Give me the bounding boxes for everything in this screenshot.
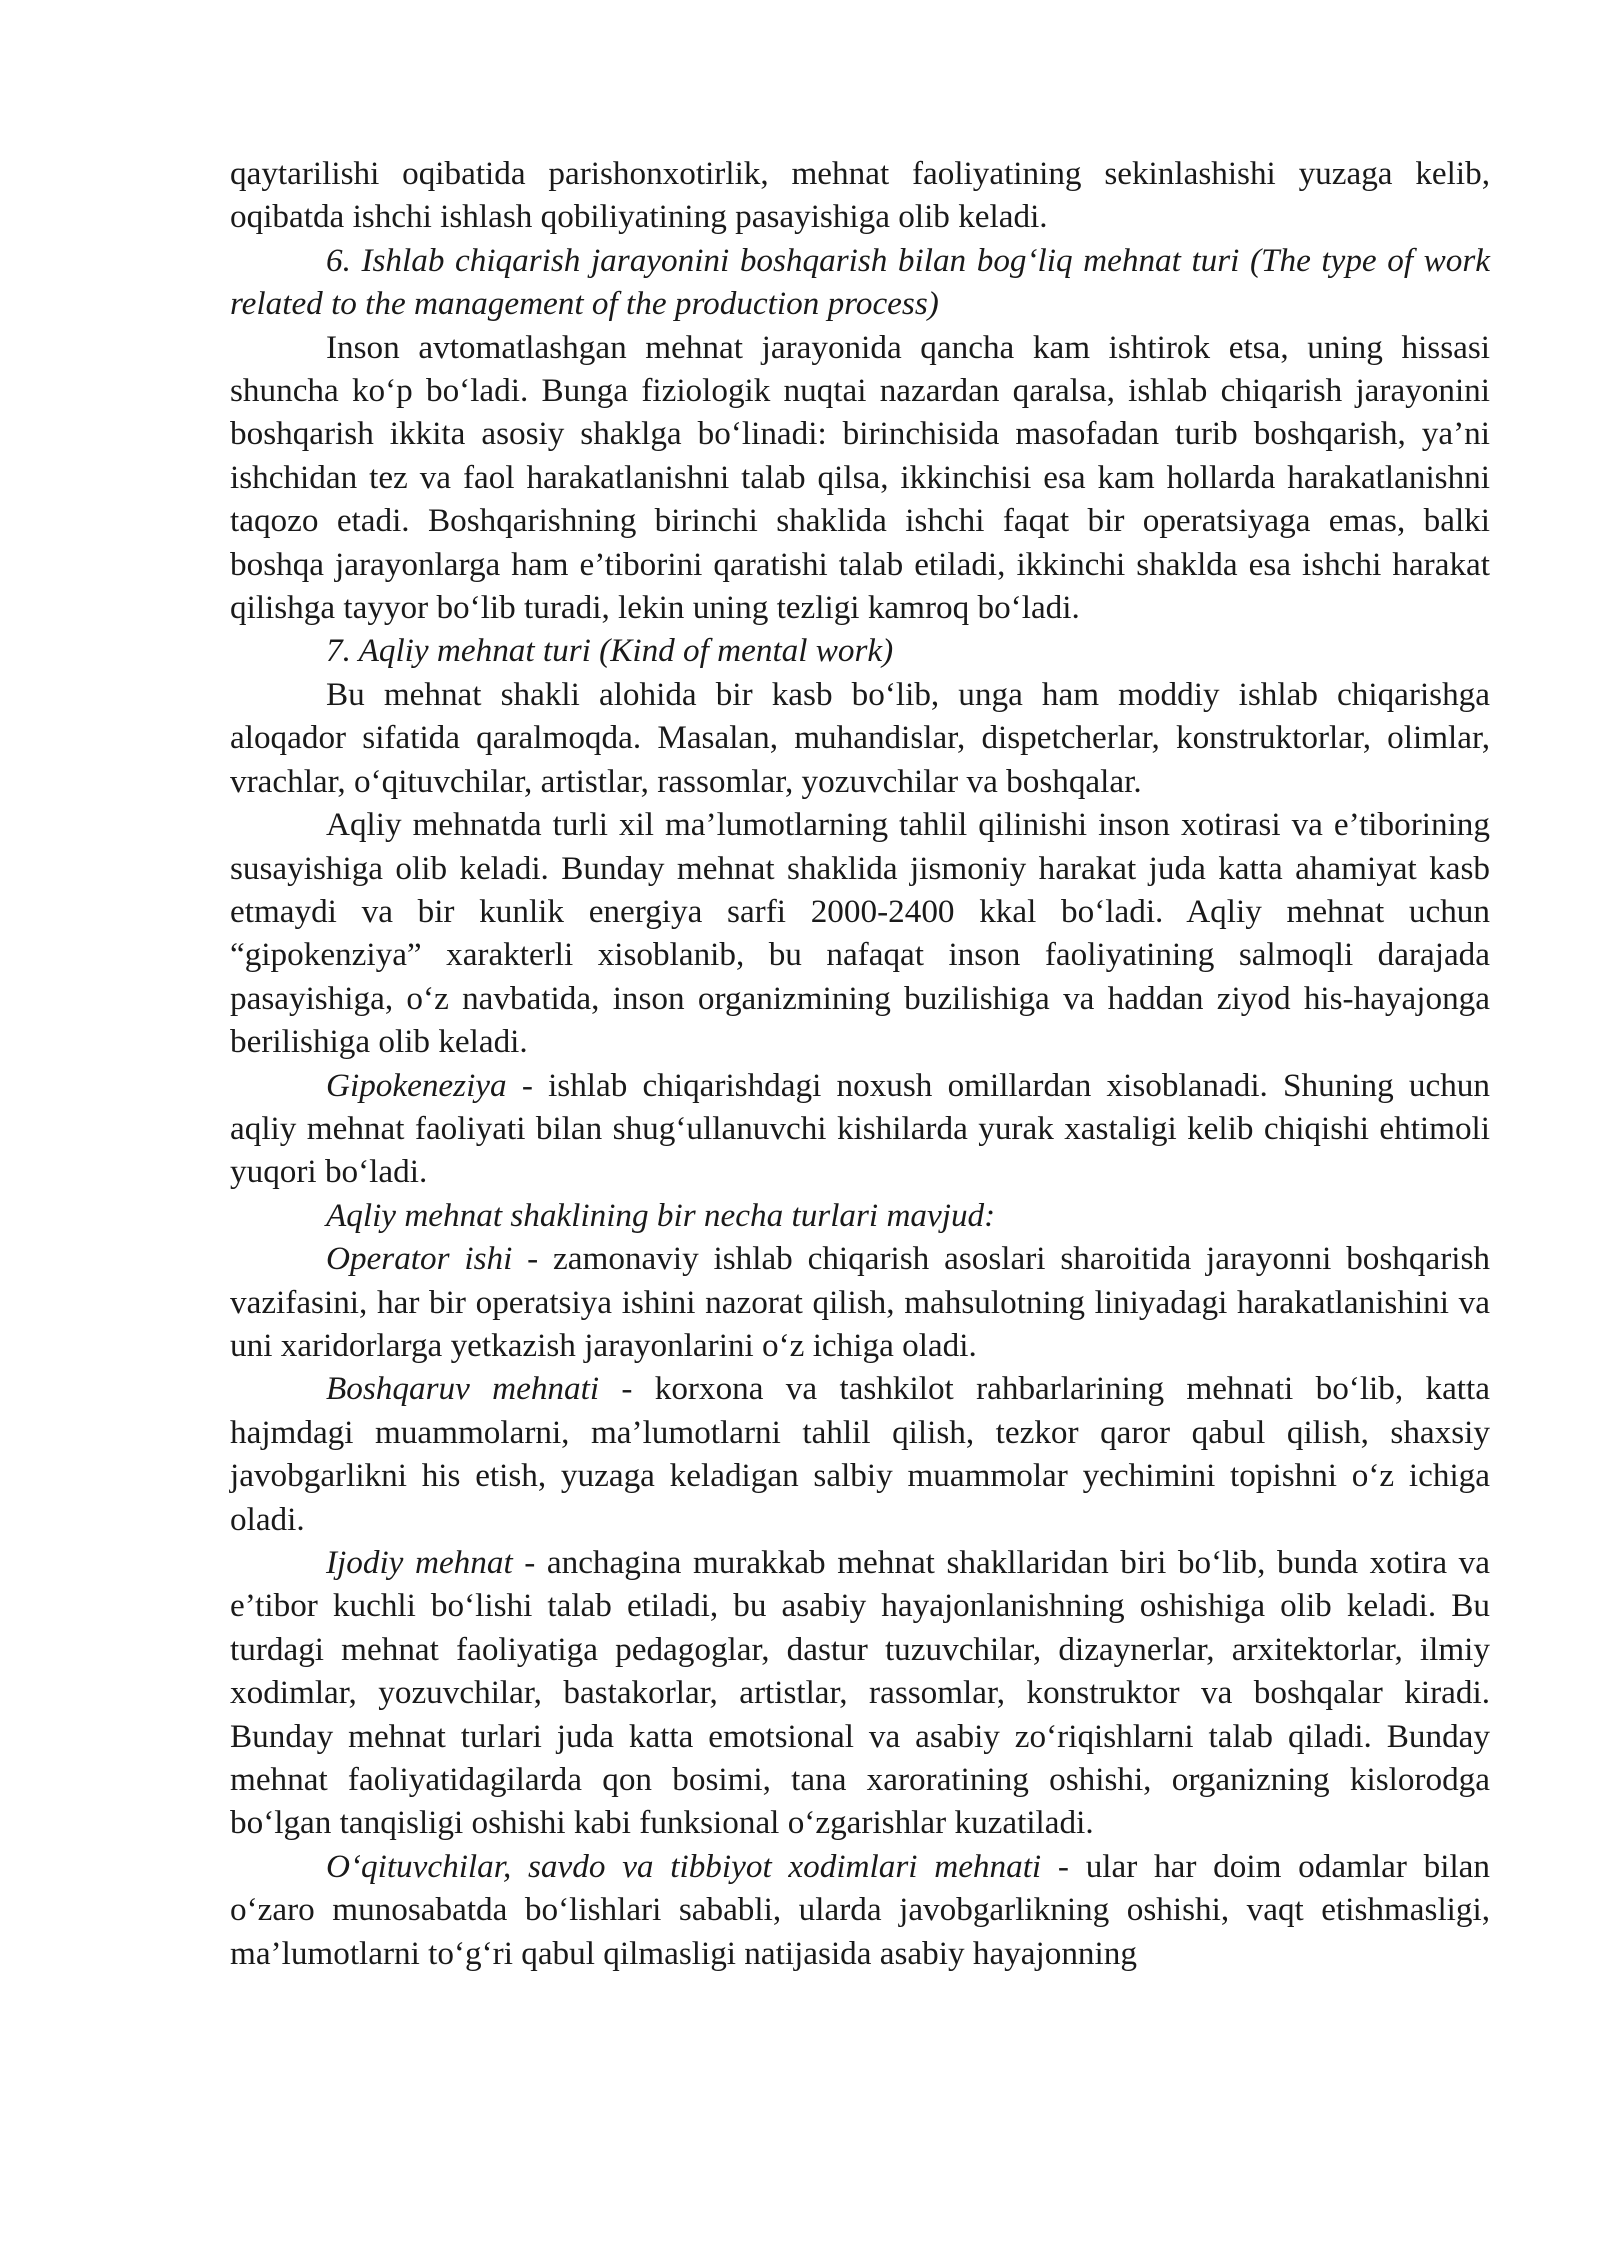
term-teachers-work: O‘qituvchilar, savdo va tibbiyot xodimlari mehnati [326, 1847, 1042, 1885]
paragraph-mental-work-effects: Aqliy mehnatda turli xil ma’lumotlarning tahlil qilinishi inson xotirasi va e’tiborining susayishiga olib keladi. Bunday mehnat shaklida jismoniy harakat juda katta ahamiyat kasb etmaydi va bir kunlik energiya sarfi 2000-2400 kkal bo‘ladi. Aqliy mehnat uchun “gipokenziya” xarakterli xisoblanib, bu nafaqat inson faoliyatining salmoqli darajada pasayishiga, o‘z navbatida, inson organizmining buzilishiga va haddan ziyod his-hayajonga berilishiga olib keladi. [230, 806, 1490, 1061]
term-gipokeneziya: Gipokeneziya [326, 1066, 507, 1104]
paragraph-teachers-work [230, 1845, 1490, 1975]
paragraph-creative-work [230, 1541, 1490, 1845]
paragraph-continuation: qaytarilishi oqibatida parishonxotirlik, mehnat faoliyatining sekinlashishi yuzaga kelib, oqibatda ishchi ishlash qobiliyatining pasayishiga olib keladi. [230, 155, 1490, 236]
term-operator-work: Operator ishi [326, 1240, 513, 1278]
paragraph-operator-work [230, 1237, 1490, 1367]
section-heading-6: 6. Ishlab chiqarish jarayonini boshqarish bilan bog‘liq mehnat turi (The type of work related to the management of the production process) [230, 241, 1490, 323]
definition-management-work: - korxona va tashkilot rahbarlarining mehnati bo‘lib, katta hajmdagi muammolarni, ma’lumotlarni tahlil qilish, tezkor qaror qabul qilish, shaxsiy javobgarlikni his etish, yuzaga keladigan salbiy muammolar yechimini topishni o‘z ichiga oladi. [230, 1370, 1490, 1538]
paragraph-management-work [230, 1367, 1490, 1541]
document-page [230, 152, 1490, 1975]
term-management-work: Boshqaruv mehnati [326, 1370, 600, 1408]
paragraph-mental-work-intro: Bu mehnat shakli alohida bir kasb bo‘lib, unga ham moddiy ishlab chiqarishga aloqador sifatida qaralmoqda. Masalan, muhandislar, dispetcherlar, konstruktorlar, olimlar, vrachlar, o‘qituvchilar, artistlar, rassomlar, yozuvchilar va boshqalar. [230, 675, 1490, 800]
definition-operator-work: - zamonaviy ishlab chiqarish asoslari sharoitida jarayonni boshqarish vazifasini, har bir operatsiya ishini nazorat qilish, mahsulotning liniyadagi harakatlanishini va uni xaridorlarga yetkazish jarayonlarini o‘z ichiga oladi. [230, 1240, 1490, 1364]
definition-teachers-work: - ular har doim odamlar bilan o‘zaro munosabatda bo‘lishlari sababli, ularda javobgarlikning oshishi, vaqt etishmasligi, ma’lumotlarni to‘g‘ri qabul qilmasligi natijasida asabiy hayajonning [230, 1847, 1491, 1972]
definition-creative-work: - anchagina murakkab mehnat shakllaridan biri bo‘lib, bunda xotira va e’tibor kuchli bo‘lishi talab etiladi, bu asabiy hayajonlanishning oshishiga olib keladi. Bu turdagi mehnat faoliyatiga pedagoglar, dastur tuzuvchilar, dizaynerlar, arxitektorlar, ilmiy xodimlar, yozuvchilar, bastakorlar, artistlar, rassomlar, konstruktor va boshqalar kiradi. Bunday mehnat turlari juda katta emotsional va asabiy zo‘riqishlarni talab qiladi. Bunday mehnat faoliyatidagilarda qon bosimi, tana xaroratining oshishi, organizning kislorodga bo‘lgan tanqisligi oshishi kabi funksional o‘zgarishlar kuzatiladi. [230, 1544, 1490, 1842]
paragraph-gipokeneziya [230, 1064, 1490, 1194]
definition-gipokeneziya: - ishlab chiqarishdagi noxush omillardan xisoblanadi. Shuning uchun aqliy mehnat faoliyati bilan shug‘ullanuvchi kishilarda yurak xastaligi kelib chiqishi ehtimoli yuqori bo‘ladi. [230, 1066, 1490, 1191]
term-creative-work: Ijodiy mehnat [326, 1544, 513, 1581]
paragraph-automation: Inson avtomatlashgan mehnat jarayonida qancha kam ishtirok etsa, uning hissasi shuncha ko‘p bo‘ladi. Bunga fiziologik nuqtai nazardan qaralsa, ishlab chiqarish jarayonini boshqarish ikkita asosiy shaklga bo‘linadi: birinchisida masofadan turib boshqarish, ya’ni ishchidan tez va faol harakatlanishni talab qilsa, ikkinchisi esa kam hollarda harakatlanishni taqozo etadi. Boshqarishning birinchi shaklida ishchi faqat bir operatsiyaga emas, balki boshqa jarayonlarga ham e’tiborini qaratishi talab etiladi, ikkinchi shaklda esa ishchi harakat qilishga tayyor bo‘lib turadi, lekin uning tezligi kamroq bo‘ladi. [230, 328, 1490, 627]
paragraph-types-intro: Aqliy mehnat shaklining bir necha turlari mavjud: [326, 1196, 996, 1234]
section-heading-7: 7. Aqliy mehnat turi (Kind of mental work) [326, 632, 894, 670]
